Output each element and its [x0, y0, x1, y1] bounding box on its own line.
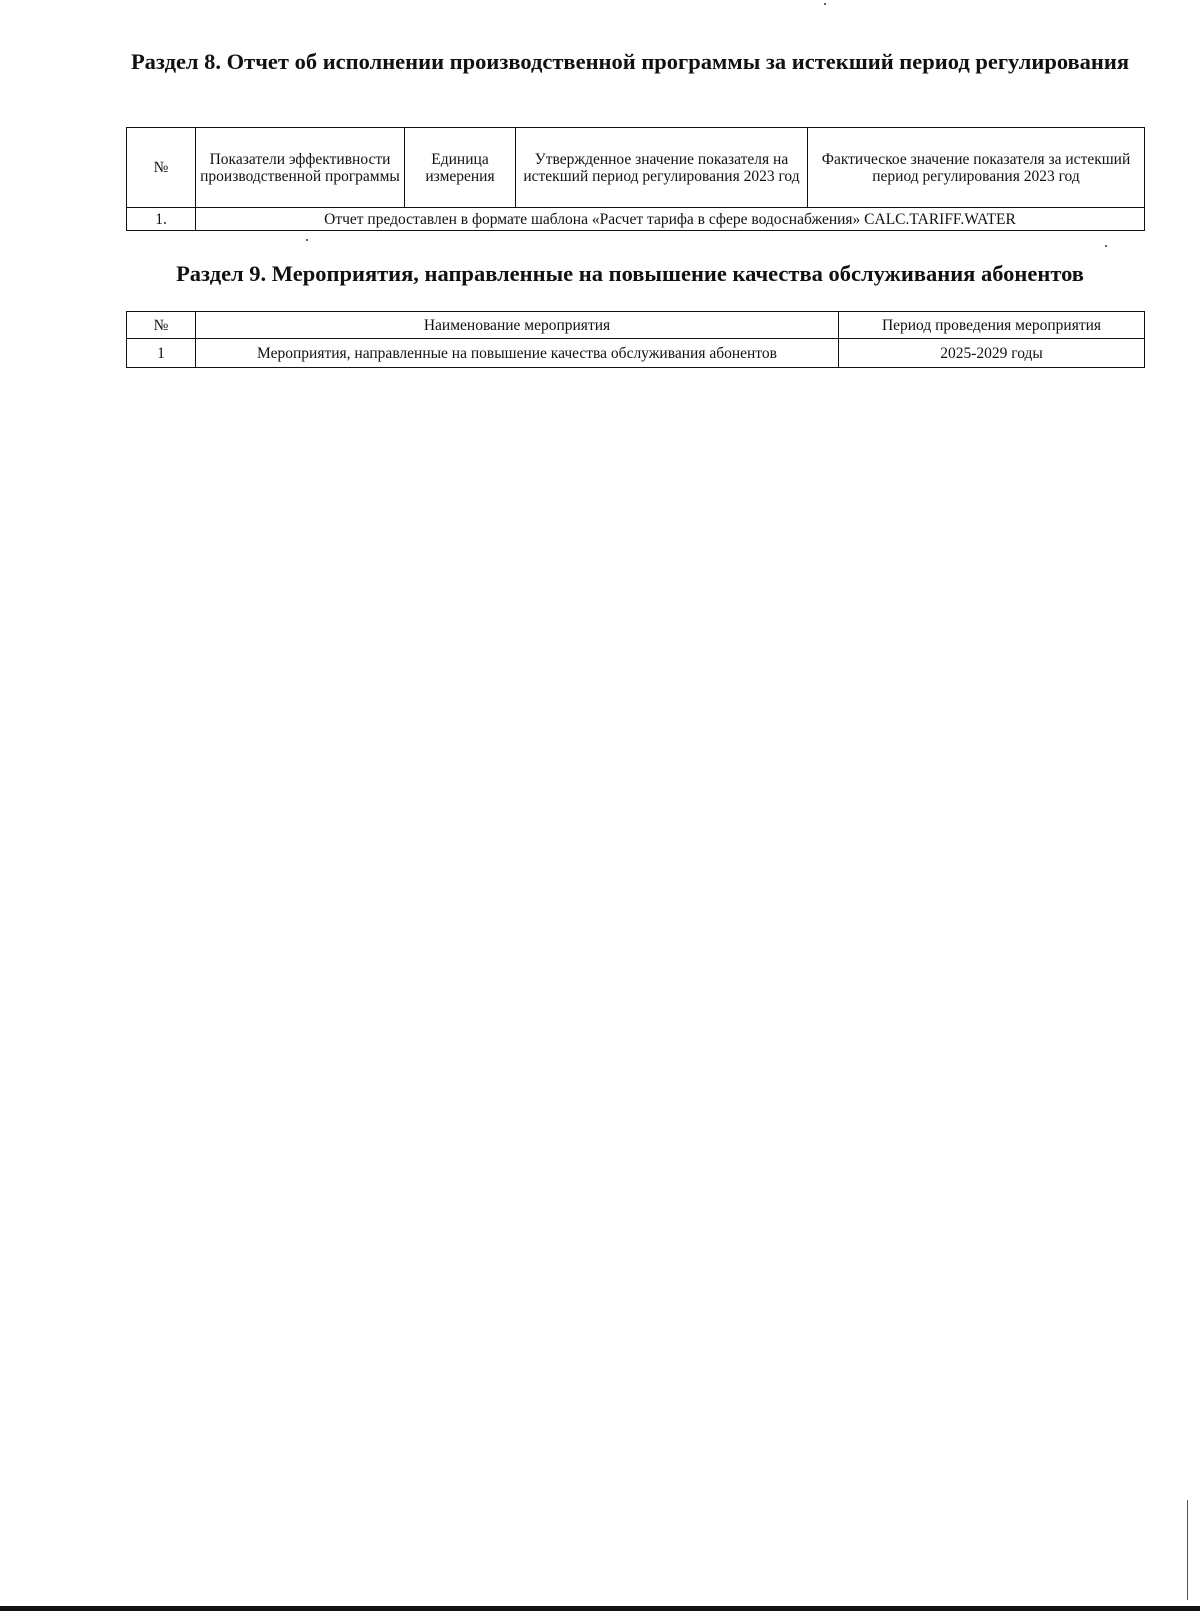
table-header-row: [127, 312, 1145, 339]
column-header-period: Период проведения мероприятия: [839, 312, 1145, 339]
scan-speck: [306, 239, 308, 241]
row-number: 1: [127, 339, 196, 368]
section-9-title: Раздел 9. Мероприятия, направленные на повышение качества обслуживания абонентов: [176, 261, 1084, 286]
column-header-unit: Единица измерения: [405, 128, 516, 208]
scan-edge-mark: [1187, 1500, 1188, 1600]
row-number: 1.: [127, 208, 196, 231]
scan-speck: [824, 3, 826, 5]
column-header-actual-value: Фактическое значение показателя за истекший период регулирования 2023 год: [808, 128, 1145, 208]
column-header-number: №: [127, 312, 196, 339]
section-8-table: [126, 127, 1145, 231]
event-period-cell: 2025-2029 годы: [839, 339, 1145, 368]
table-header-row: [127, 128, 1145, 208]
table-row: [127, 208, 1145, 231]
table-row: [127, 339, 1145, 368]
column-header-approved-value: Утвержденное значение показателя на истекший период регулирования 2023 год: [516, 128, 808, 208]
column-header-indicators: Показатели эффективности производственной программы: [196, 128, 405, 208]
section-8-title: Раздел 8. Отчет об исполнении производственной программы за истекший период регулирования: [130, 49, 1130, 74]
section-9-table: [126, 311, 1145, 368]
event-name-cell: Мероприятия, направленные на повышение качества обслуживания абонентов: [196, 339, 839, 368]
scan-speck: [1105, 245, 1107, 247]
column-header-number: №: [127, 128, 196, 208]
page-bottom-border: [0, 1606, 1200, 1611]
report-note: Отчет предоставлен в формате шаблона «Расчет тарифа в сфере водоснабжения» CALC.TARIFF.WATER: [196, 208, 1145, 231]
column-header-event-name: Наименование мероприятия: [196, 312, 839, 339]
